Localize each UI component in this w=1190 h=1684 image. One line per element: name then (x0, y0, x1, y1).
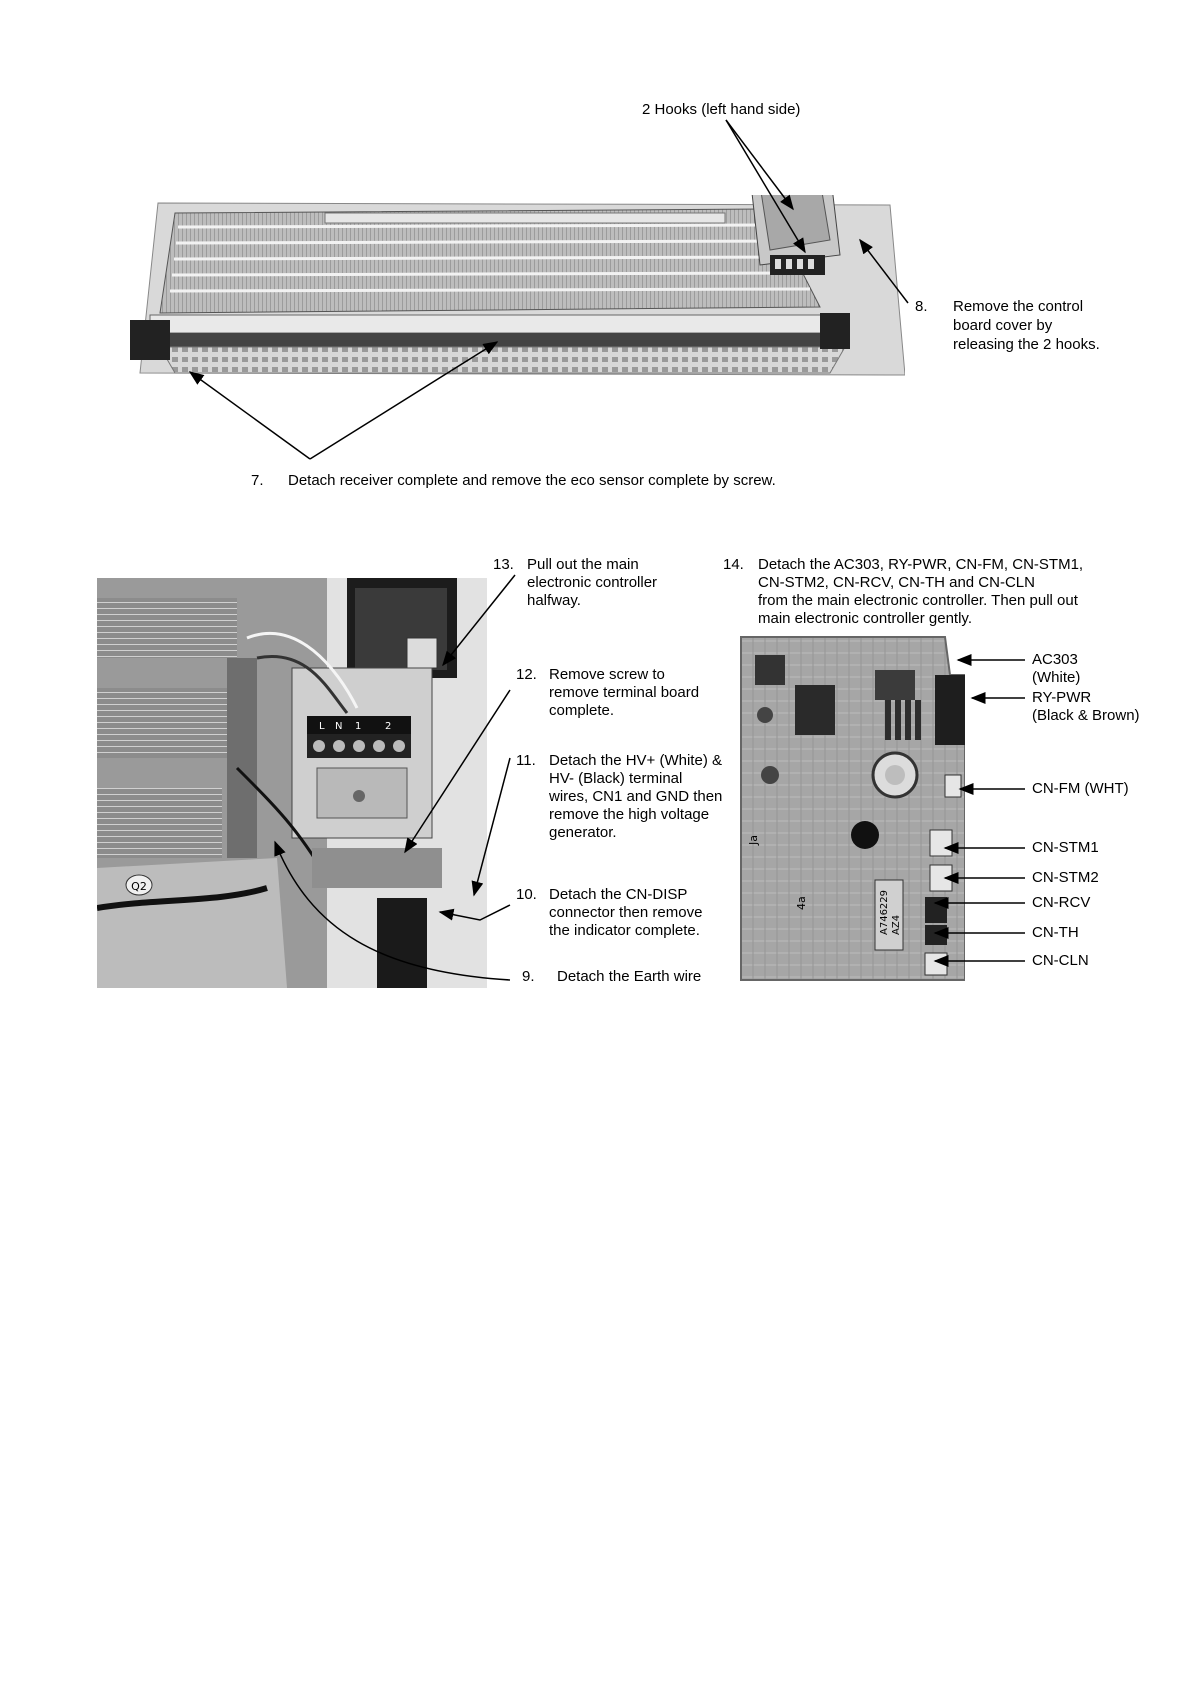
step9-text: Detach the Earth wire (557, 968, 702, 985)
step11-line3: wires, CN1 and GND then (549, 788, 723, 805)
step8-line3: releasing the 2 hooks. (953, 336, 1100, 353)
step11-number: 11. (516, 752, 536, 769)
step12-arrow (405, 690, 510, 852)
step14-line4: main electronic controller gently. (758, 610, 972, 627)
ac303-label: AC303 (1032, 651, 1078, 668)
step7-text: Detach receiver complete and remove the eco sensor complete by screw. (288, 472, 776, 489)
step11-line5: generator. (549, 824, 617, 841)
step10-number: 10. (516, 886, 537, 903)
hooks-label: 2 Hooks (left hand side) (642, 101, 801, 118)
cnrcv-label: CN-RCV (1032, 894, 1091, 911)
cnstm1-label: CN-STM1 (1032, 839, 1099, 856)
step14-line1: Detach the AC303, RY-PWR, CN-FM, CN-STM1, (758, 556, 1084, 573)
pcb-print-az4: AZ4 (891, 914, 902, 935)
step11-line2: HV- (Black) terminal (549, 770, 683, 787)
step12-line2: remove terminal board (549, 684, 700, 701)
terminal-l: L (319, 721, 325, 732)
pcb-print-ja: Ja (747, 835, 760, 845)
step10-arrow (440, 905, 510, 920)
step13-line3: halfway. (527, 592, 581, 609)
step11-arrow (474, 758, 510, 895)
step8-line2: board cover by (953, 317, 1053, 334)
step12-line3: complete. (549, 702, 615, 719)
step13-line1: Pull out the main (527, 556, 639, 573)
rypwr-color: (Black & Brown) (1032, 707, 1140, 724)
rypwr-label: RY-PWR (1032, 689, 1092, 706)
cnfm-label: CN-FM (WHT) (1032, 780, 1129, 797)
pcb-print-serial: A746229 (879, 889, 890, 935)
step12-line1: Remove screw to (549, 666, 665, 683)
step14-number: 14. (723, 556, 744, 573)
step10-line1: Detach the CN-DISP (549, 886, 688, 903)
step9-number: 9. (522, 968, 535, 985)
step14-line3: from the main electronic controller. Then pull out (758, 592, 1078, 609)
q2-sticker-text: Q2 (131, 880, 147, 893)
pcb-print-4a: 4a (795, 896, 808, 910)
step11-line1: Detach the HV+ (White) & (549, 752, 722, 769)
step12-number: 12. (516, 666, 537, 683)
step8-line1: Remove the control (953, 298, 1084, 315)
terminal-1: 1 (355, 721, 362, 732)
step14-line2: CN-STM2, CN-RCV, CN-TH and CN-CLN (758, 574, 1035, 591)
step8-number: 8. (915, 298, 928, 315)
step13-arrow (443, 575, 515, 665)
step10-line3: the indicator complete. (549, 922, 700, 939)
step9-arrow (275, 842, 510, 980)
terminal-2: 2 (385, 721, 392, 732)
cnstm2-label: CN-STM2 (1032, 869, 1099, 886)
step11-line4: remove the high voltage (549, 806, 710, 823)
cncln-label: CN-CLN (1032, 952, 1089, 969)
terminal-n: N (335, 721, 343, 732)
step10-line2: connector then remove (549, 904, 703, 921)
cnth-label: CN-TH (1032, 924, 1079, 941)
ac303-color: (White) (1032, 669, 1081, 686)
step7-number: 7. (251, 472, 264, 489)
step13-number: 13. (493, 556, 514, 573)
step13-line2: electronic controller (527, 574, 658, 591)
